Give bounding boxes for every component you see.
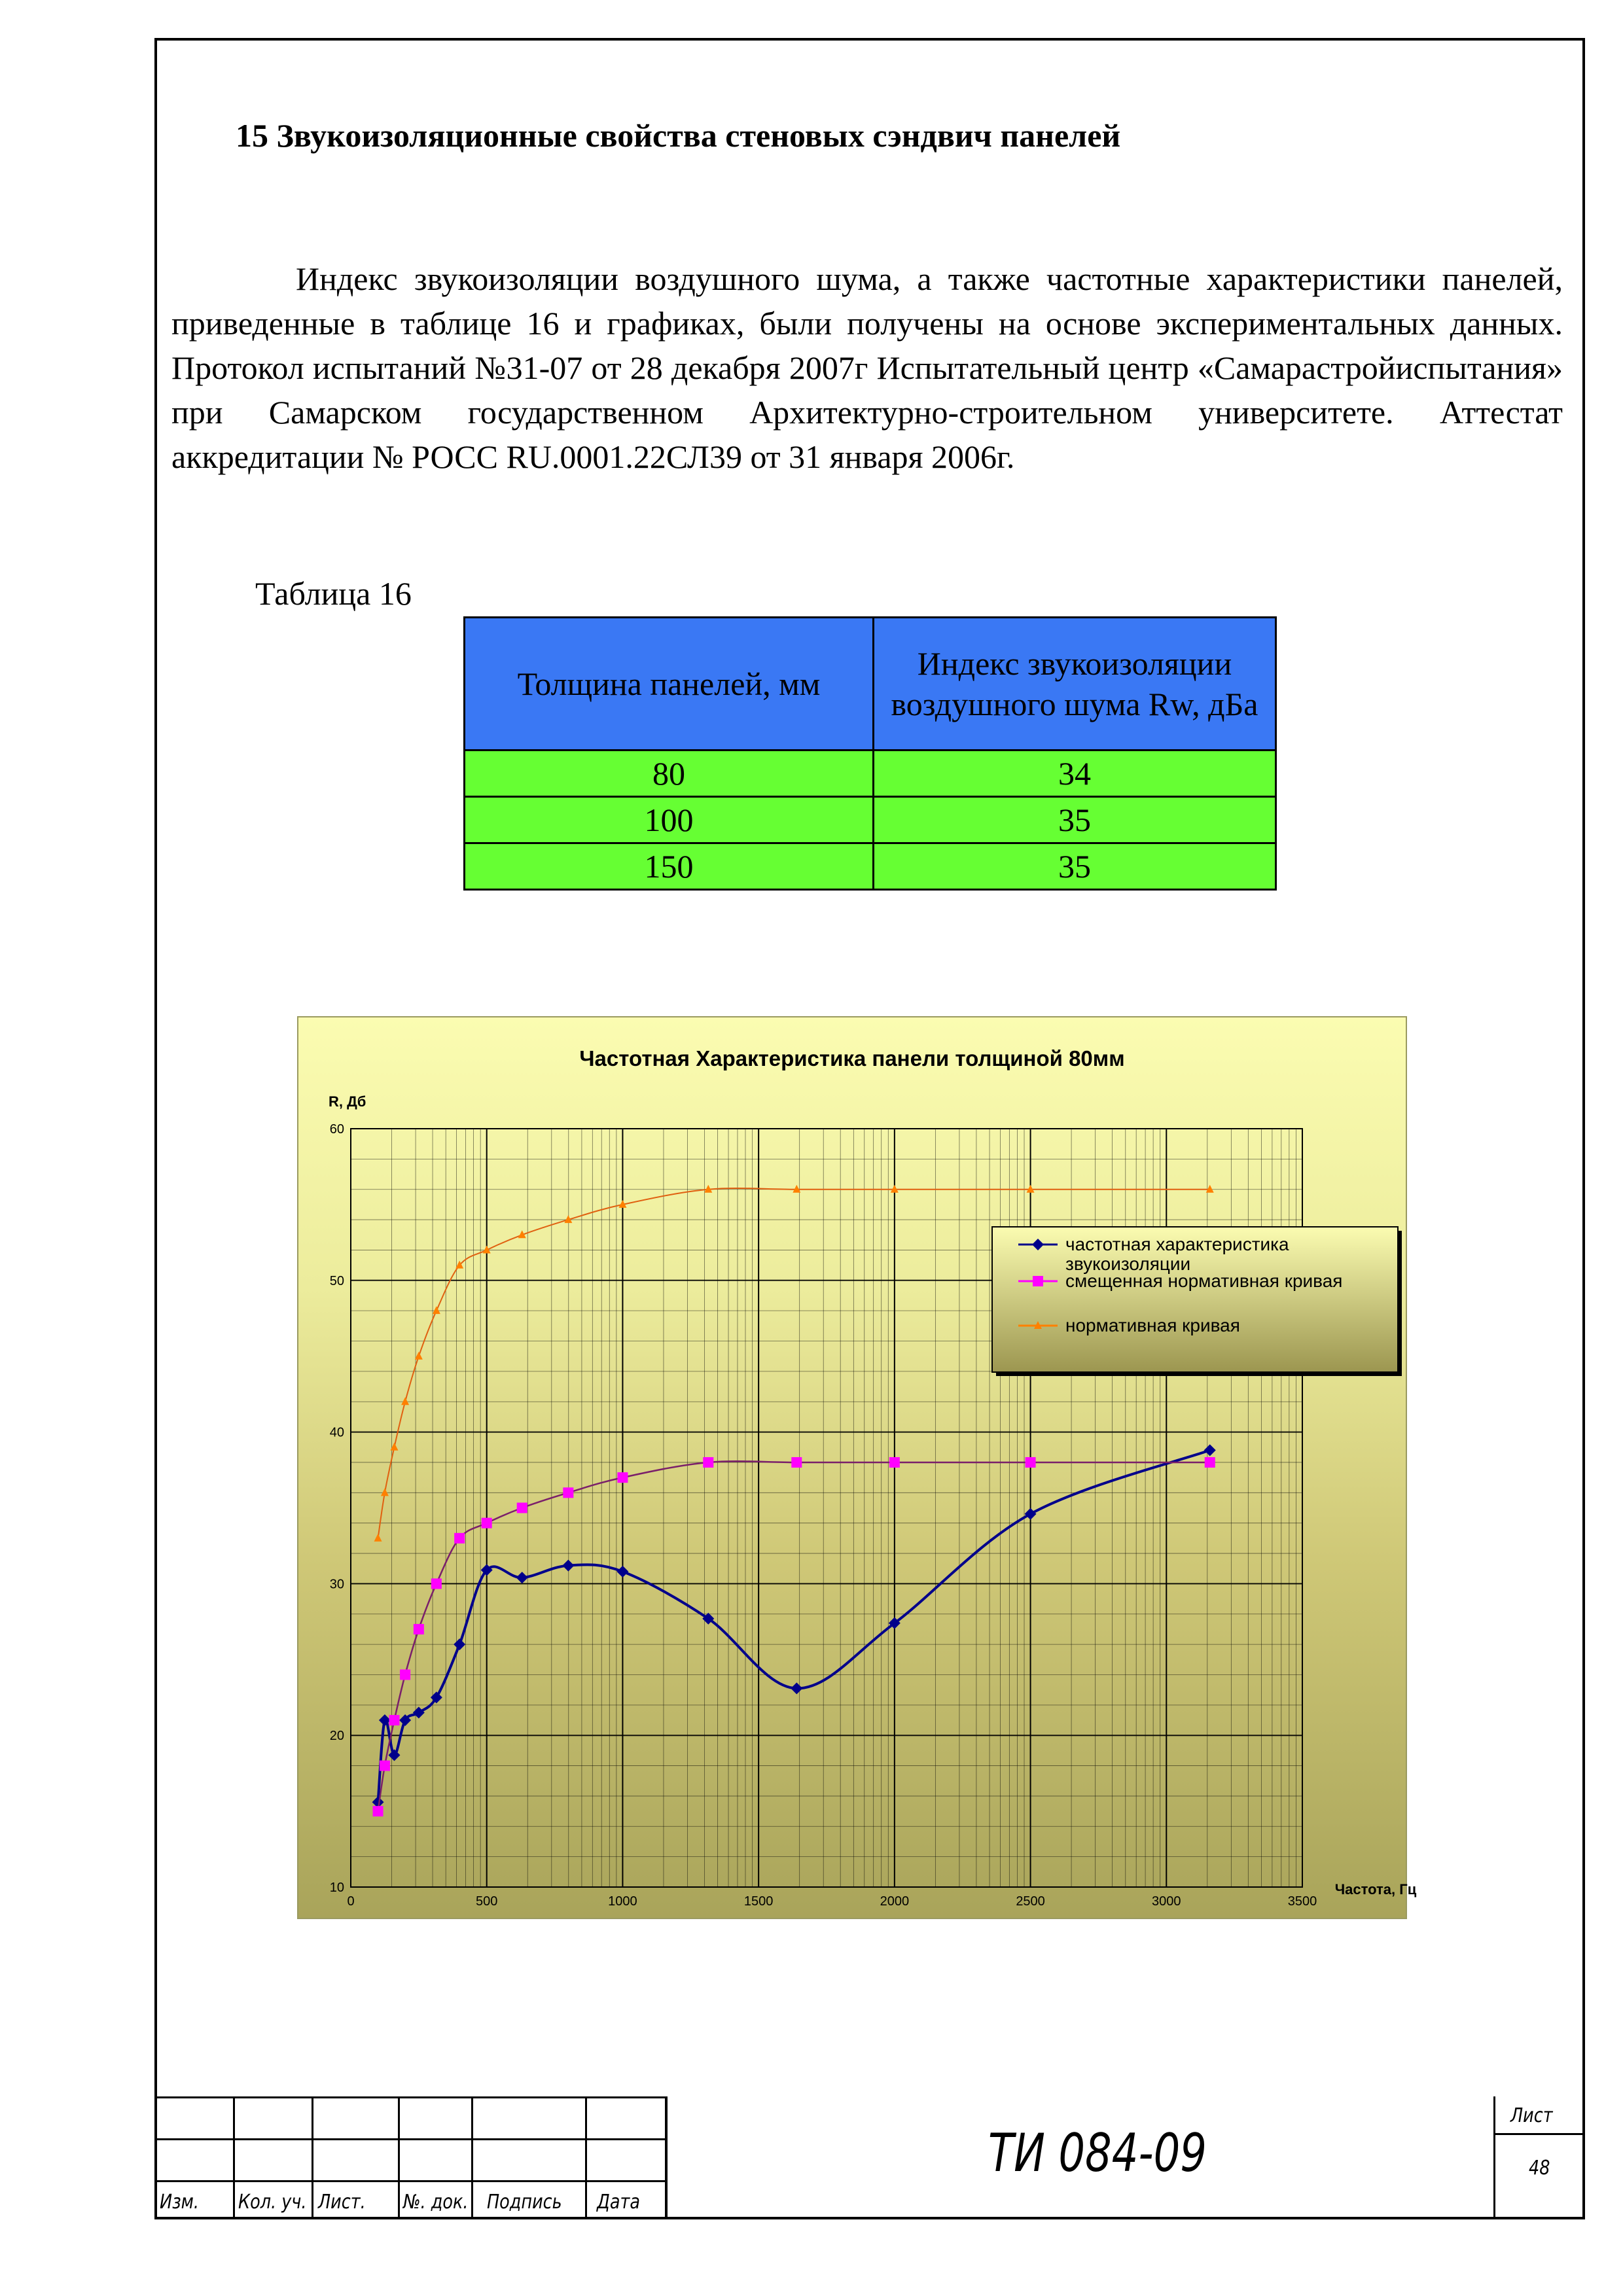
- section-heading: 15 Звукоизоляционные свойства стеновых сэндвич панелей: [236, 117, 1121, 154]
- chart-legend: [992, 1227, 1402, 1376]
- data-point: [791, 1457, 802, 1468]
- x-tick-label: 500: [476, 1894, 498, 1909]
- stamp-label-izm: Изм.: [160, 2191, 199, 2214]
- table-row: [465, 843, 1276, 890]
- x-tick-label: 0: [347, 1894, 355, 1909]
- data-point: [1204, 1444, 1216, 1456]
- x-tick-label: 1000: [608, 1894, 637, 1909]
- x-tick-label: 3000: [1152, 1894, 1181, 1909]
- chart-y-axis-label: R, Дб: [329, 1093, 366, 1110]
- data-point: [374, 1534, 382, 1542]
- stamp-label-kol: Кол. уч.: [238, 2191, 307, 2214]
- table-caption: Таблица 16: [255, 575, 412, 612]
- data-point: [616, 1566, 628, 1578]
- data-point: [1026, 1457, 1036, 1468]
- data-point: [791, 1682, 802, 1694]
- table-cell: 34: [874, 751, 1276, 797]
- data-point: [433, 1306, 440, 1314]
- title-block: [154, 2096, 1585, 2219]
- frequency-chart: [297, 1016, 1417, 1919]
- table-header-thickness: Толщина панелей, мм: [465, 618, 874, 751]
- data-point: [388, 1749, 400, 1761]
- data-point: [454, 1638, 465, 1650]
- body-paragraph: Индекс звукоизоляции воздушного шума, а также частотные характеристики панелей, приведенные в таблице 16 и графиках, были получены на основе экспериментальных данных. Протокол испытаний №31-07 от 28 декабря 2007г Испытательный центр «Самарастройиспытания» при Самарском государственном Архитектурно-строительном университете. Аттестат аккредитации № РОСС RU.0001.22СЛ39 от 31 января 2006г.: [171, 260, 1563, 475]
- data-point: [891, 1185, 899, 1193]
- data-point: [1025, 1508, 1037, 1520]
- data-point: [1205, 1457, 1215, 1468]
- data-point: [562, 1560, 574, 1572]
- y-tick-label: 50: [329, 1273, 344, 1288]
- y-tick-label: 30: [329, 1577, 344, 1592]
- stamp-sheet-label: Лист: [1510, 2104, 1553, 2127]
- stamp-label-date: Дата: [597, 2191, 641, 2214]
- chart-svg: [298, 1017, 1417, 1918]
- data-point: [401, 1397, 409, 1405]
- data-point: [373, 1806, 383, 1816]
- data-point: [563, 1487, 573, 1498]
- series-line: [378, 1450, 1210, 1802]
- data-point: [415, 1352, 423, 1360]
- x-tick-label: 2000: [880, 1894, 910, 1909]
- x-tick-label: 3500: [1287, 1894, 1317, 1909]
- legend-entry: смещенная нормативная кривая: [1065, 1271, 1343, 1291]
- table-row: [465, 797, 1276, 843]
- data-point: [1033, 1276, 1043, 1286]
- table-cell: 100: [465, 797, 874, 843]
- legend-entry-line: звукоизоляции: [1065, 1254, 1191, 1274]
- stamp-label-list: Лист.: [318, 2191, 366, 2214]
- table-cell: 150: [465, 843, 874, 890]
- data-point: [617, 1472, 628, 1483]
- data-point: [703, 1457, 713, 1468]
- data-point: [400, 1669, 410, 1680]
- y-tick-label: 40: [329, 1425, 344, 1440]
- x-tick-label: 2500: [1016, 1894, 1045, 1909]
- data-point: [454, 1533, 465, 1544]
- data-point: [889, 1457, 900, 1468]
- data-point: [517, 1503, 527, 1513]
- data-point: [389, 1715, 399, 1725]
- legend-entry: нормативная кривая: [1065, 1315, 1240, 1335]
- data-point: [431, 1578, 442, 1589]
- document-code: ТИ 084-09: [988, 2123, 1207, 2183]
- data-point: [414, 1624, 424, 1634]
- series-line: [378, 1461, 1210, 1811]
- legend-entry-line: частотная характеристика: [1065, 1234, 1289, 1254]
- data-point: [482, 1518, 492, 1528]
- y-tick-label: 10: [329, 1881, 344, 1895]
- y-tick-label: 20: [329, 1729, 344, 1744]
- stamp-label-sign: Подпись: [487, 2191, 562, 2214]
- data-table: [463, 616, 1277, 891]
- chart-title: Частотная Характеристика панели толщиной 80мм: [579, 1046, 1125, 1070]
- data-point: [381, 1488, 389, 1496]
- table-cell: 35: [874, 843, 1276, 890]
- table-cell: 35: [874, 797, 1276, 843]
- data-point: [380, 1761, 390, 1771]
- data-point: [516, 1572, 528, 1583]
- stamp-sheet-number: 48: [1529, 2157, 1550, 2180]
- table-header-index: Индекс звукоизоляции воздушного шума Rw, дБа: [874, 618, 1276, 751]
- data-point: [1027, 1185, 1035, 1193]
- table-header-row: [465, 618, 1276, 751]
- y-tick-label: 60: [329, 1122, 344, 1137]
- data-point: [413, 1706, 425, 1718]
- data-point: [379, 1714, 391, 1726]
- chart-x-axis-label: Частота, Гц: [1334, 1881, 1417, 1898]
- table-cell: 80: [465, 751, 874, 797]
- table-row: [465, 751, 1276, 797]
- x-tick-label: 1500: [743, 1894, 774, 1909]
- stamp-label-doc: №. док.: [403, 2191, 469, 2214]
